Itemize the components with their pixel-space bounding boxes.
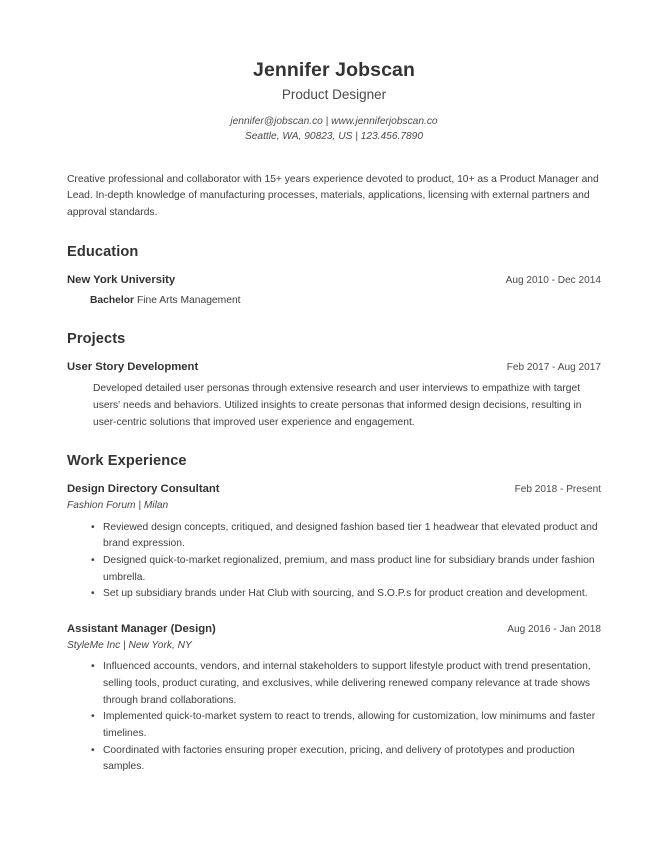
list-item: • Reviewed design concepts, critiqued, and designed fashion based tier 1 headwear that elevated product and brand expression. bbox=[103, 520, 601, 553]
list-item: • Implemented quick-to-market system to react to trends, allowing for customization, low minimums and faster timelines. bbox=[103, 709, 601, 742]
section-education bbox=[67, 244, 601, 309]
education-heading: Education bbox=[67, 243, 139, 260]
list-item: • Set up subsidiary brands under Hat Club with sourcing, and S.O.P.s for product creation and development. bbox=[103, 586, 601, 603]
projects-heading: Projects bbox=[67, 330, 126, 347]
contact-email-website: jennifer@jobscan.co | www.jenniferjobscan.co bbox=[230, 115, 438, 127]
job-title: Design Directory Consultant bbox=[67, 483, 220, 496]
job-company-location: Fashion Forum | Milan bbox=[67, 499, 169, 511]
job-entry bbox=[67, 481, 601, 603]
education-entry-header bbox=[67, 272, 601, 289]
job-title: Assistant Manager (Design) bbox=[67, 623, 216, 635]
job-company-location: StyleMe Inc | New York, NY bbox=[67, 639, 192, 651]
project-entry bbox=[67, 359, 601, 432]
project-description: Developed detailed user personas through extensive research and user interviews to empathize with target users' needs and behaviors. Utilized insights to create personas that informed design decisions, resulting in user-centric solutions that improved user experience and engagement. bbox=[93, 383, 582, 428]
section-work-experience bbox=[67, 453, 601, 776]
section-projects bbox=[67, 331, 601, 432]
contact-info bbox=[67, 114, 601, 145]
candidate-name: Jennifer Jobscan bbox=[253, 59, 415, 81]
education-degree-line bbox=[90, 293, 601, 308]
education-entry bbox=[67, 272, 601, 309]
job-entry bbox=[67, 621, 601, 776]
education-school-name: New York University bbox=[67, 273, 176, 286]
job-entry-header bbox=[67, 621, 601, 638]
list-item: • Coordinated with factories ensuring proper execution, pricing, and delivery of prototypes and production samples. bbox=[103, 743, 601, 776]
job-responsibility-list bbox=[67, 659, 601, 776]
professional-summary: Creative professional and collaborator with 15+ years experience devoted to product, 10+ as a Product Manager and Lead. In-depth knowledge of manufacturing processes, materials, applications, licensing with external partners and approval standards. bbox=[67, 173, 599, 218]
resume-header bbox=[67, 0, 601, 145]
job-entry-header bbox=[67, 481, 601, 498]
education-degree: Bachelor bbox=[90, 295, 135, 307]
job-date-range: Feb 2018 - Present bbox=[514, 484, 601, 496]
job-responsibility-list bbox=[67, 520, 601, 603]
contact-address-phone: Seattle, WA, 90823, US | 123.456.7890 bbox=[244, 131, 424, 143]
education-date-range: Aug 2010 - Dec 2014 bbox=[505, 274, 601, 286]
list-item: • Designed quick-to-market regionalized, premium, and mass product line for subsidiary brands under fashion umbrella. bbox=[103, 553, 601, 586]
project-entry-header bbox=[67, 359, 601, 376]
list-item: • Influenced accounts, vendors, and internal stakeholders to support lifestyle product with trend presentation, selling tools, product curating, and exclusives, while delivering renewed company relevance at trade shows through brand collaborations. bbox=[103, 659, 601, 709]
project-date-range: Feb 2017 - Aug 2017 bbox=[506, 361, 601, 373]
education-field-of-study: Fine Arts Management bbox=[136, 295, 241, 307]
work-experience-heading: Work Experience bbox=[67, 453, 187, 470]
project-title: User Story Development bbox=[67, 360, 199, 373]
candidate-job-title: Product Designer bbox=[281, 87, 387, 103]
job-date-range: Aug 2016 - Jan 2018 bbox=[507, 624, 601, 635]
